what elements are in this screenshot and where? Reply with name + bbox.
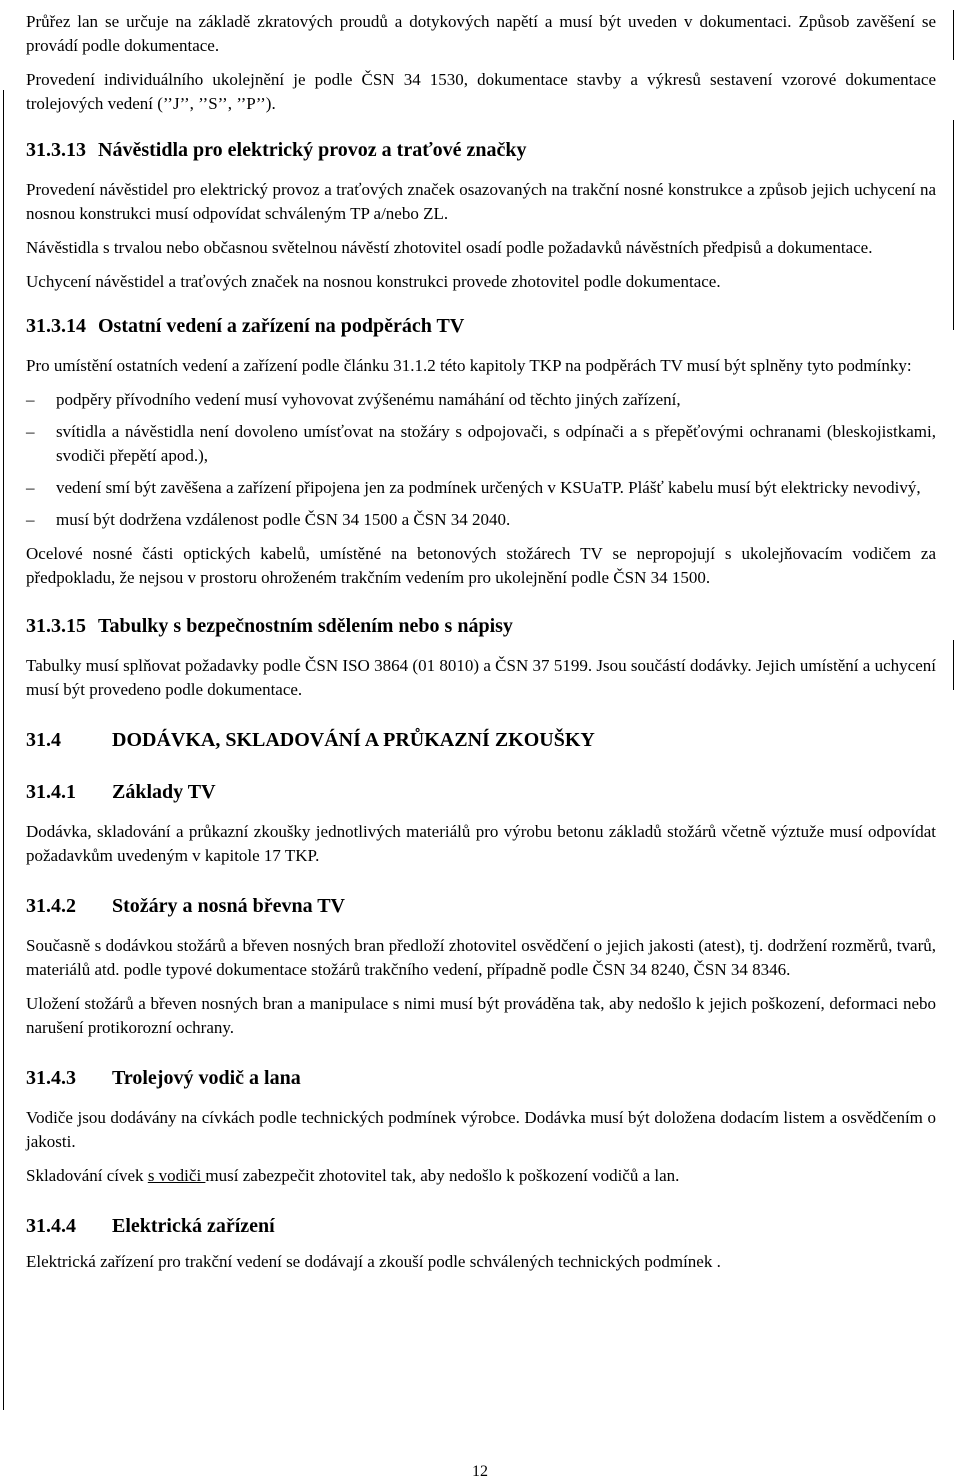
paragraph: Návěstidla s trvalou nebo občasnou světelnou návěstí zhotovitel osadí podle požadavků návěstních předpisů a dokumentace.: [26, 238, 873, 257]
paragraph: Provedení návěstidel pro elektrický provoz a traťových značek osazovaných na trakční nosné konstrukce a způsob jejich uchycení na nosnou konstrukci musí odpovídat schváleným TP a/nebo ZL.: [26, 180, 936, 223]
paragraph: Elektrická zařízení pro trakční vedení se dodávají a zkouší podle schválených technických podmínek .: [26, 1252, 721, 1271]
paragraph: Průřez lan se určuje na základě zkratových proudů a dotykových napětí a musí být uveden v dokumentaci. Způsob zavěšení se provádí podle dokumentace.: [26, 12, 936, 55]
page-number: 12: [472, 1463, 488, 1480]
document-page: [26, 0, 936, 1274]
paragraph: Skladování cívek s vodiči musí zabezpečit zhotovitel tak, aby nedošlo k poškození vodičů a lan.: [26, 1166, 680, 1185]
paragraph: Vodiče jsou dodávány na cívkách podle technických podmínek výrobce. Dodávka musí být doložena dodacím listem a osvědčením o jakosti.: [26, 1108, 936, 1151]
section-heading-31-4-3: 31.4.3 Trolejový vodič a lana: [26, 1067, 301, 1089]
paragraph: Ocelové nosné části optických kabelů, umístěné na betonových stožárech TV se nepropojují s ukolejňovacím vodičem za předpokladu, že nejsou v prostoru ohroženém trakčním vedením pro ukolejnění podle ČSN 34 1500.: [26, 544, 936, 587]
section-heading-31-4-4: 31.4.4 Elektrická zařízení: [26, 1215, 275, 1237]
change-bar-right-3: [953, 640, 954, 690]
paragraph: Pro umístění ostatních vedení a zařízení podle článku 31.1.2 této kapitoly TKP na podpěrách TV musí být splněny tyto podmínky:: [26, 356, 912, 375]
paragraph: Dodávka, skladování a průkazní zkoušky jednotlivých materiálů pro výrobu betonu základů stožárů včetně výztuže musí odpovídat požadavkům uvedeným v kapitole 17 TKP.: [26, 822, 936, 865]
change-bar-right-2: [953, 120, 954, 330]
paragraph: Současně s dodávkou stožárů a břeven nosných bran předloží zhotovitel osvědčení o jejich jakosti (atest), tj. dodržení rozměrů, tvarů, materiálů atd. podle typové dokumentace stožárů trakčního vedení, případně podle ČSN 34 8240, ČSN 34 8346.: [26, 936, 936, 979]
paragraph: Provedení individuálního ukolejnění je podle ČSN 34 1530, dokumentace stavby a výkresů sestavení vzorové dokumentace trolejových vedení (’’J’’, ’’S’’, ’’P’’).: [26, 70, 936, 113]
conditions-list: [26, 388, 936, 532]
paragraph: Uložení stožárů a břeven nosných bran a manipulace s nimi musí být prováděna tak, aby nedošlo k jejich poškození, deformaci nebo narušení protikorozní ochrany.: [26, 994, 936, 1037]
section-heading-31-3-14: 31.3.14 Ostatní vedení a zařízení na podpěrách TV: [26, 315, 465, 337]
change-bar-right-1: [953, 10, 954, 60]
change-bar-left: [3, 90, 4, 1410]
section-heading-31-3-15: 31.3.15 Tabulky s bezpečnostním sdělením nebo s nápisy: [26, 615, 513, 637]
section-heading-31-3-13: 31.3.13 Návěstidla pro elektrický provoz a traťové značky: [26, 139, 527, 161]
list-item: – svítidla a návěstidla není dovoleno umísťovat na stožáry s odpojovači, s odpínači a s přepěťovými ochranami (bleskojistkami, svodiči přepětí apod.),: [26, 422, 936, 465]
section-heading-31-4-1: 31.4.1 Základy TV: [26, 781, 216, 803]
paragraph: Tabulky musí splňovat požadavky podle ČSN ISO 3864 (01 8010) a ČSN 37 5199. Jsou součástí dodávky. Jejich umístění a uchycení musí být provedeno podle dokumentace.: [26, 656, 936, 699]
chapter-heading-31-4: 31.4 DODÁVKA, SKLADOVÁNÍ A PRŮKAZNÍ ZKOUŠKY: [26, 729, 595, 751]
list-item: – musí být dodržena vzdálenost podle ČSN 34 1500 a ČSN 34 2040.: [26, 510, 511, 529]
paragraph: Uchycení návěstidel a traťových značek na nosnou konstrukci provede zhotovitel podle dokumentace.: [26, 272, 721, 291]
list-item: – vedení smí být zavěšena a zařízení připojena jen za podmínek určených v KSUaTP. Plášť kabelu musí být elektricky nevodivý,: [26, 478, 921, 497]
list-item: – podpěry přívodního vedení musí vyhovovat zvýšenému namáhání od těchto jiných zařízení,: [26, 390, 681, 409]
section-heading-31-4-2: 31.4.2 Stožáry a nosná břevna TV: [26, 895, 345, 917]
